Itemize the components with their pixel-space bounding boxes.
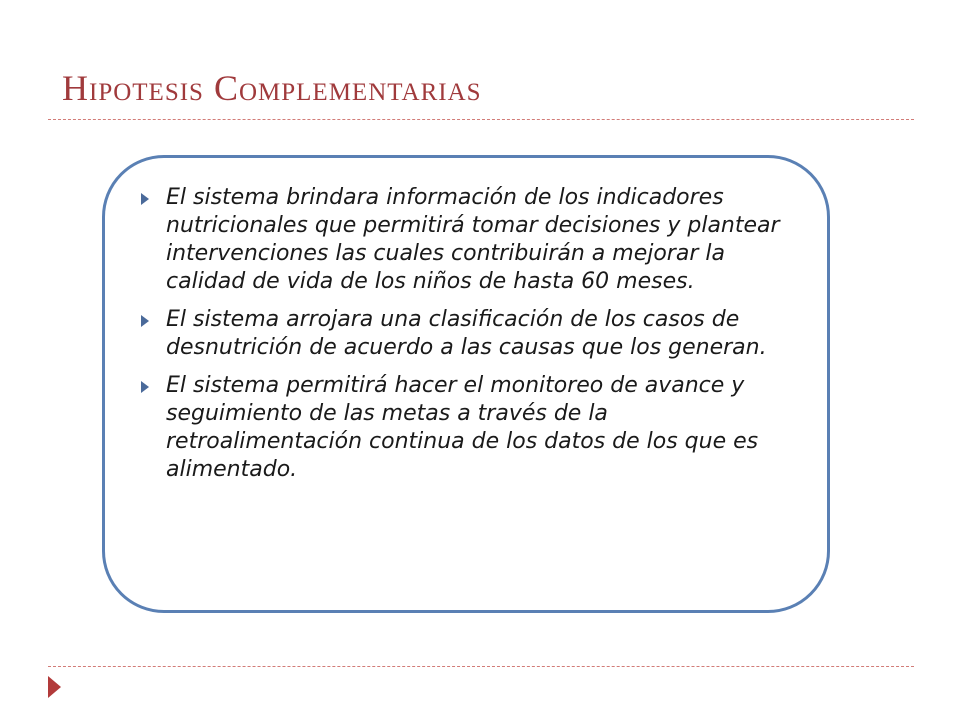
bullet-item (135, 306, 807, 362)
bullet-triangle-icon (141, 315, 149, 327)
title-divider (48, 119, 914, 120)
bullet-item (135, 372, 807, 484)
next-slide-arrow-icon[interactable] (48, 676, 61, 698)
bullet-text: El sistema arrojara una clasificación de los casos de desnutrición de acuerdo a las causas que los generan. (166, 307, 767, 360)
bullet-triangle-icon (141, 193, 149, 205)
bullet-list (135, 184, 807, 494)
bullet-text: El sistema permitirá hacer el monitoreo de avance y seguimiento de las metas a través de la retroalimentación continua de los datos de los que es alimentado. (166, 373, 759, 482)
bullet-text: El sistema brindara información de los indicadores nutricionales que permitirá tomar decisiones y plantear intervenciones las cuales contribuirán a mejorar la calidad de vida de los niños de hasta 60 meses. (166, 185, 780, 294)
footer-divider (48, 666, 914, 667)
bullet-item (135, 184, 807, 296)
content-box (102, 155, 830, 613)
slide-title: Hipotesis Complementarias (62, 68, 482, 108)
bullet-triangle-icon (141, 381, 149, 393)
